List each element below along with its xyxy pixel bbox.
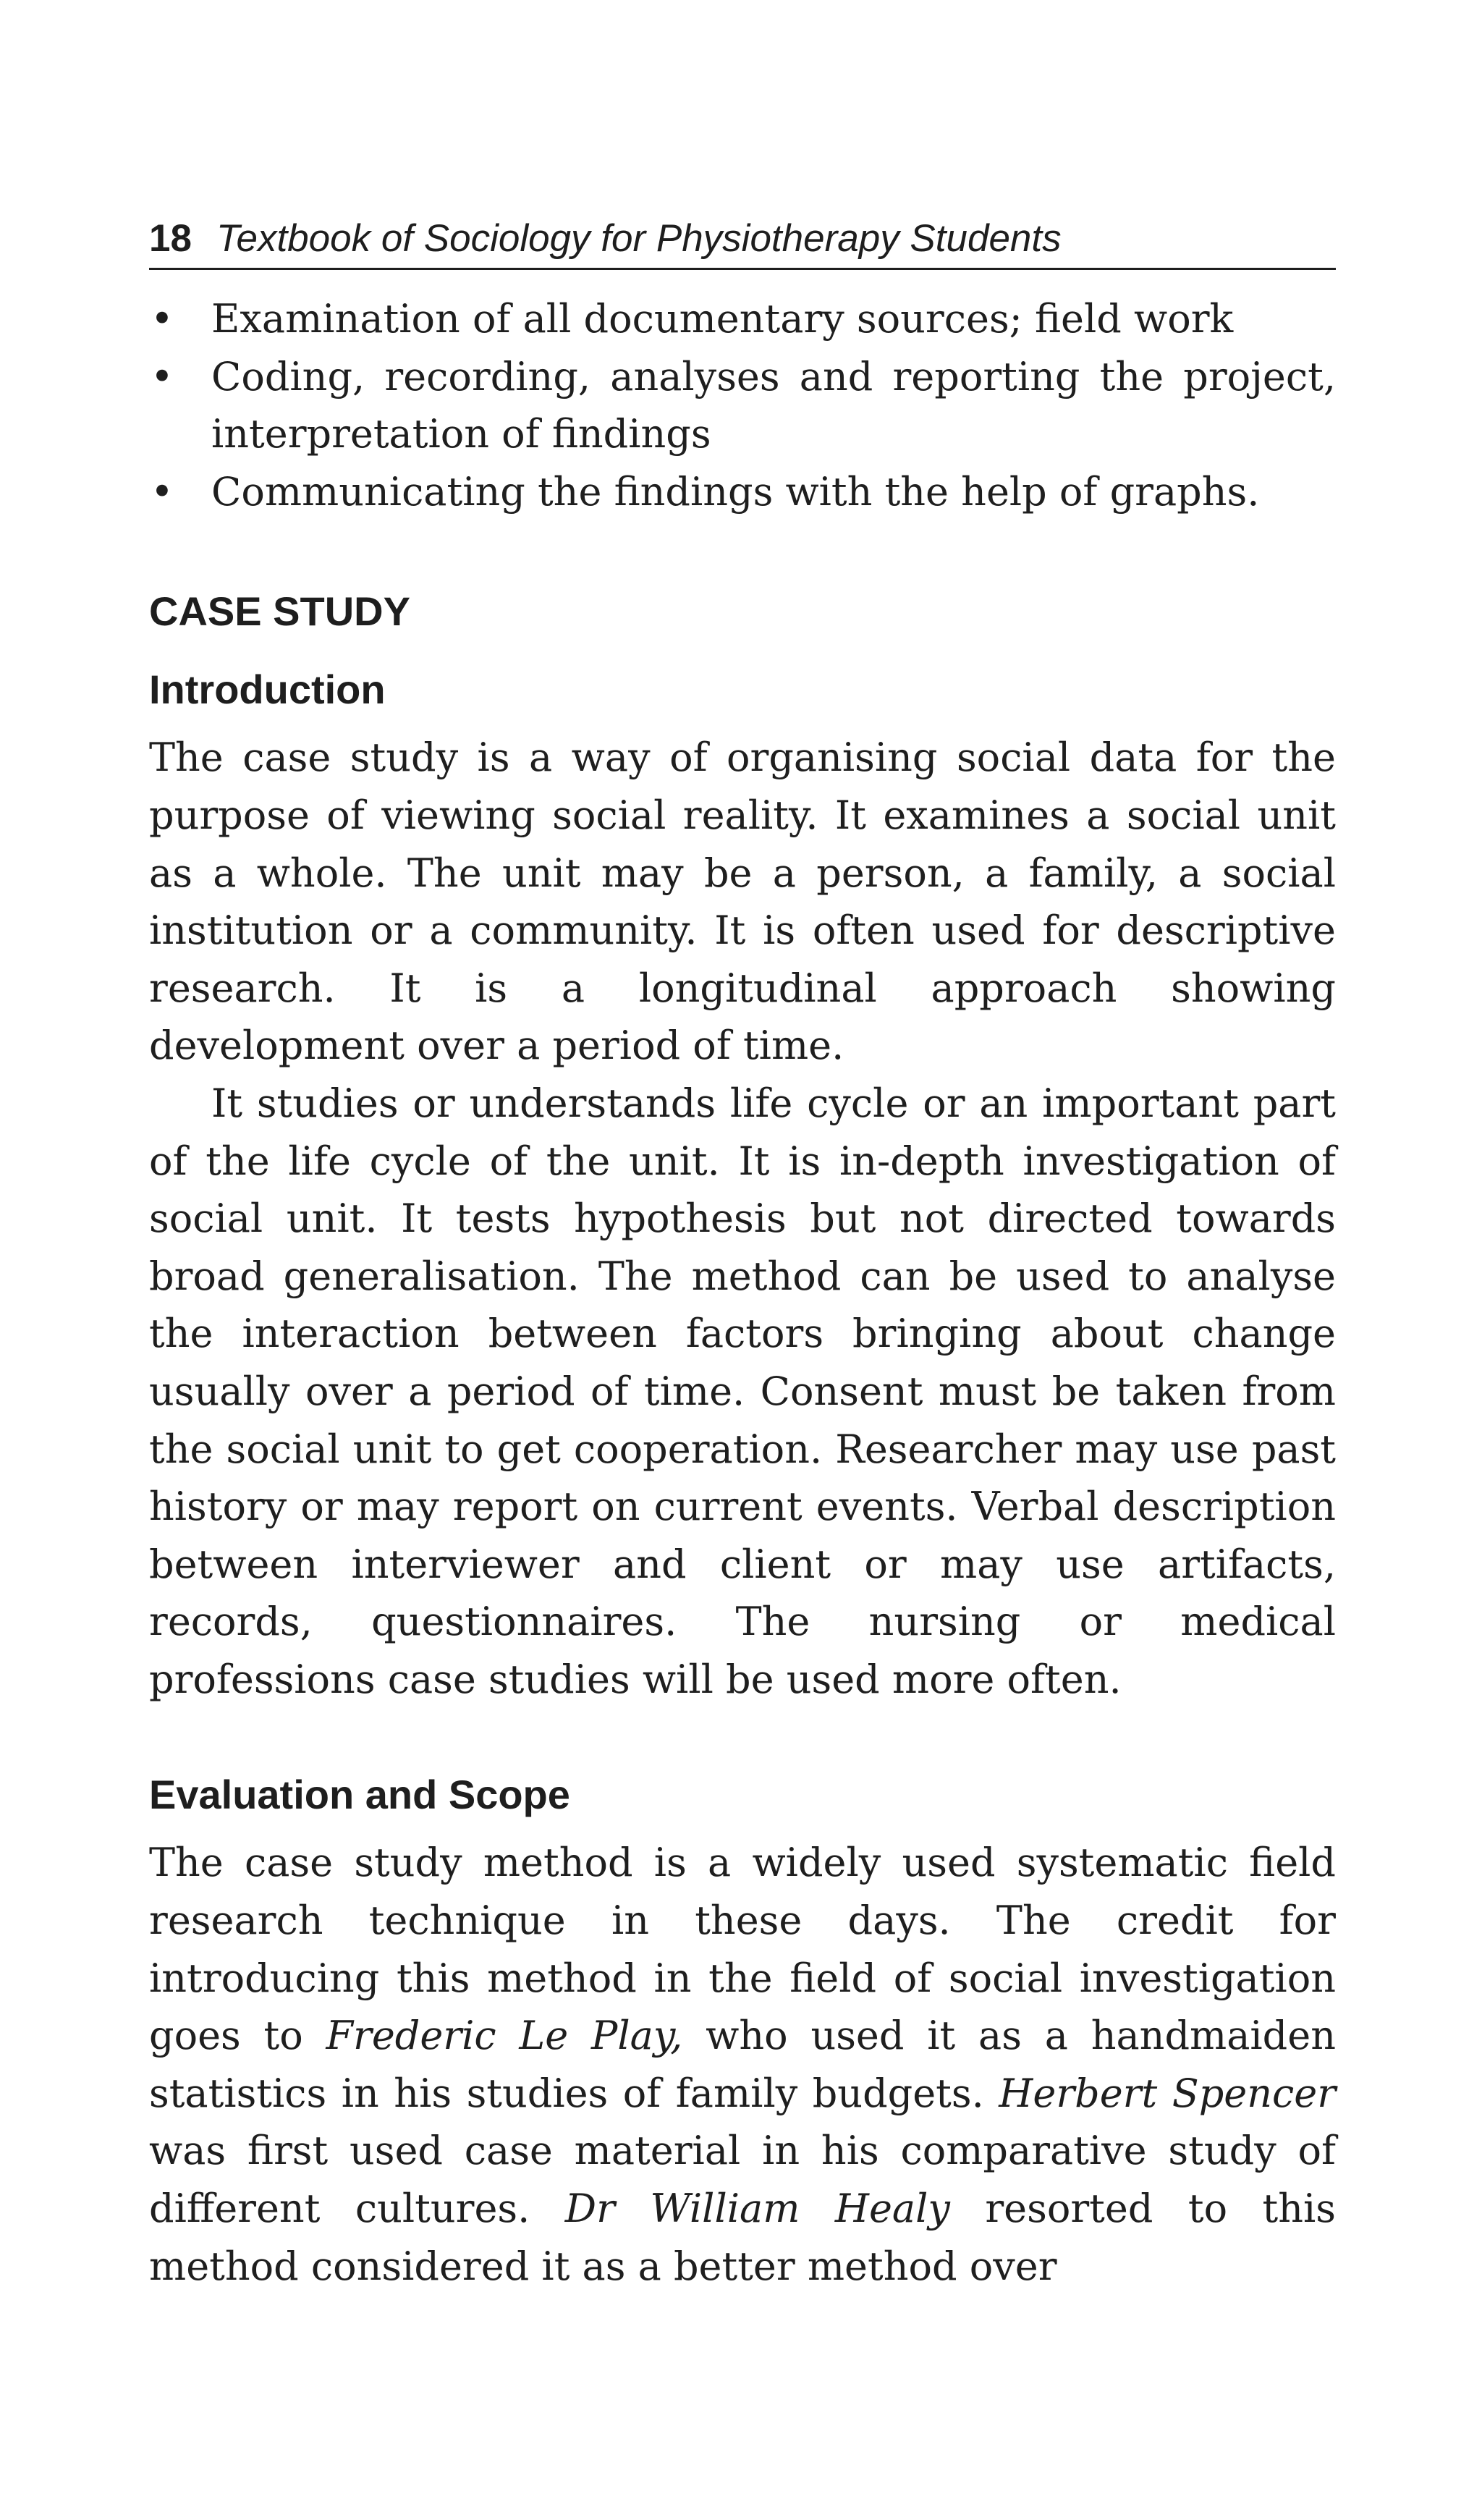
subheading-introduction: Introduction: [149, 667, 386, 713]
section-heading-case-study: CASE STUDY: [149, 588, 410, 635]
list-item: [149, 348, 1336, 463]
bullet-icon: •: [151, 296, 174, 342]
page-number: 18: [149, 217, 192, 260]
evaluation-text-2: who used it as a handmaiden statistics in his studies of family budgets.: [149, 2013, 1336, 2116]
list-item: [149, 463, 1336, 521]
introduction-paragraph-2: It studies or understands life cycle or an important part of the life cycle of the unit. It is in-depth investigation of social unit. It tests hypothesis but not directed towards broad generalisation. The method can be used to analyse the interaction between factors bringing about change usually over a period of time. Consent must be taken from the social unit to get cooperation. Researcher may use past history or may report on current events. Verbal description between interviewer and client or may use artifacts, records, questionnaires. The nursing or medical professions case studies will be used more often.: [149, 1080, 1336, 1702]
name-herbert-spencer: Herbert Spencer: [999, 2070, 1337, 2116]
evaluation-text-4: resorted to this method considered it as a better method over: [149, 2186, 1337, 2289]
bullet-list: [149, 290, 1336, 520]
running-header: [149, 210, 1336, 270]
bullet-text: Coding, recording, analyses and reporting the project, interpretation of findings: [211, 353, 1336, 457]
subheading-evaluation-and-scope: Evaluation and Scope: [149, 1772, 570, 1818]
bullet-text: Examination of all documentary sources; field work: [211, 296, 1234, 342]
list-item: [149, 290, 1336, 348]
name-frederic-le-play: Frederic Le Play,: [326, 2013, 683, 2059]
evaluation-text-1: The case study method is a widely used systematic field research technique in these days. The credit for introducing this method in the field of social investigation goes to: [149, 1840, 1336, 2059]
bullet-icon: •: [151, 468, 174, 515]
bullet-icon: •: [151, 353, 174, 399]
evaluation-paragraph: [149, 1834, 1336, 2295]
book-page: [149, 210, 1336, 2295]
introduction-paragraph-1: The case study is a way of organising social data for the purpose of viewing social reality. It examines a social unit as a whole. The unit may be a person, a family, a social institution or a community. It is often used for descriptive research. It is a longitudinal approach showing development over a period of time.: [149, 735, 1336, 1069]
bullet-text: Communicating the findings with the help of graphs.: [211, 468, 1260, 515]
book-title: Textbook of Sociology for Physiotherapy Students: [216, 217, 1062, 260]
evaluation-text-3: was first used case material in his comparative study of different cultures.: [149, 2128, 1336, 2232]
name-william-healy: Dr William Healy: [564, 2186, 950, 2232]
